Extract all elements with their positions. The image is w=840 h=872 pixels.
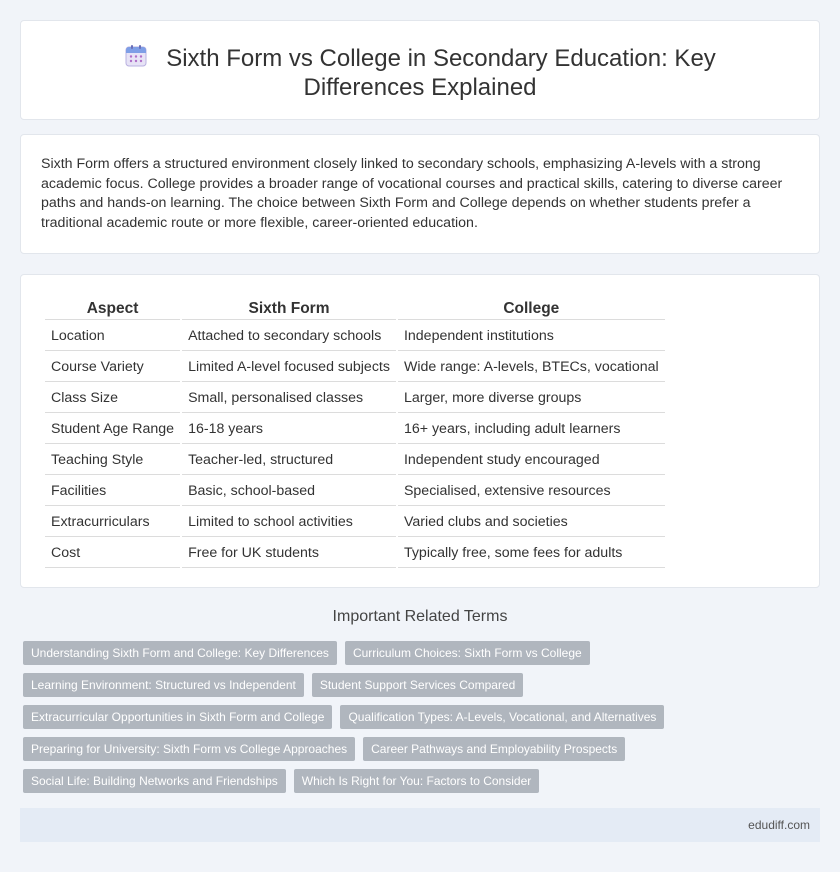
tag-row (23, 737, 823, 761)
related-term-tag[interactable]: Social Life: Building Networks and Friendships (23, 769, 286, 793)
table-cell-college: Larger, more diverse groups (398, 384, 665, 413)
table-cell-sixth-form: Teacher-led, structured (182, 446, 396, 475)
calendar-icon (124, 44, 148, 68)
page-title: Sixth Form vs College in Secondary Education: Key Differences Explained (166, 45, 716, 101)
footer-site-name[interactable]: edudiff.com (748, 818, 810, 832)
related-terms-heading: Important Related Terms (332, 608, 508, 625)
table-cell-aspect: Cost (45, 539, 180, 568)
table-cell-aspect: Class Size (45, 384, 180, 413)
table-cell-college: Independent study encouraged (398, 446, 665, 475)
table-cell-college: Varied clubs and societies (398, 508, 665, 537)
intro-card (20, 134, 820, 254)
related-term-tag[interactable]: Career Pathways and Employability Prospects (363, 737, 625, 761)
table-cell-sixth-form: Small, personalised classes (182, 384, 396, 413)
related-term-tag[interactable]: Qualification Types: A-Levels, Vocational, and Alternatives (340, 705, 664, 729)
table-header-row (45, 299, 665, 320)
tag-row (23, 705, 823, 729)
table-cell-college: Typically free, some fees for adults (398, 539, 665, 568)
table-cell-aspect: Facilities (45, 477, 180, 506)
table-cell-college: Specialised, extensive resources (398, 477, 665, 506)
intro-paragraph: Sixth Form offers a structured environment closely linked to secondary schools, emphasizing A-levels with a strong academic focus. College provides a broader range of vocational courses and practical skills, catering to diverse career paths and hands-on learning. The choice between Sixth Form and College depends on whether students prefer a traditional academic route or more flexible, career-oriented education. (41, 156, 783, 231)
table-row (45, 539, 665, 568)
table-cell-aspect: Location (45, 322, 180, 351)
page-title-wrap (61, 44, 779, 102)
related-term-tag[interactable]: Curriculum Choices: Sixth Form vs College (345, 641, 590, 665)
tag-row (23, 769, 823, 793)
tag-row (23, 641, 823, 665)
table-cell-sixth-form: Limited to school activities (182, 508, 396, 537)
table-cell-sixth-form: 16-18 years (182, 415, 396, 444)
table-cell-sixth-form: Free for UK students (182, 539, 396, 568)
table-cell-sixth-form: Limited A-level focused subjects (182, 353, 396, 382)
table-cell-college: Wide range: A-levels, BTECs, vocational (398, 353, 665, 382)
table-row (45, 446, 665, 475)
title-card (20, 20, 820, 120)
tag-row (23, 673, 823, 697)
related-term-tag[interactable]: Which Is Right for You: Factors to Consider (294, 769, 539, 793)
related-term-tag[interactable]: Extracurricular Opportunities in Sixth Form and College (23, 705, 332, 729)
table-cell-aspect: Student Age Range (45, 415, 180, 444)
table-row (45, 415, 665, 444)
table-row (45, 353, 665, 382)
footer (20, 808, 820, 842)
table-cell-aspect: Course Variety (45, 353, 180, 382)
column-header-aspect: Aspect (45, 299, 180, 320)
related-term-tag[interactable]: Preparing for University: Sixth Form vs College Approaches (23, 737, 355, 761)
related-term-tag[interactable]: Understanding Sixth Form and College: Key Differences (23, 641, 337, 665)
table-row (45, 477, 665, 506)
table-cell-aspect: Extracurriculars (45, 508, 180, 537)
comparison-card (20, 274, 820, 588)
column-header-college: College (398, 299, 665, 320)
column-header-sixth-form: Sixth Form (182, 299, 396, 320)
table-row (45, 508, 665, 537)
comparison-table (43, 297, 667, 570)
table-cell-college: 16+ years, including adult learners (398, 415, 665, 444)
table-cell-sixth-form: Attached to secondary schools (182, 322, 396, 351)
table-row (45, 322, 665, 351)
related-term-tag[interactable]: Student Support Services Compared (312, 673, 523, 697)
table-cell-sixth-form: Basic, school-based (182, 477, 396, 506)
table-cell-college: Independent institutions (398, 322, 665, 351)
related-terms-list (23, 641, 823, 801)
related-term-tag[interactable]: Learning Environment: Structured vs Independent (23, 673, 304, 697)
table-row (45, 384, 665, 413)
table-cell-aspect: Teaching Style (45, 446, 180, 475)
